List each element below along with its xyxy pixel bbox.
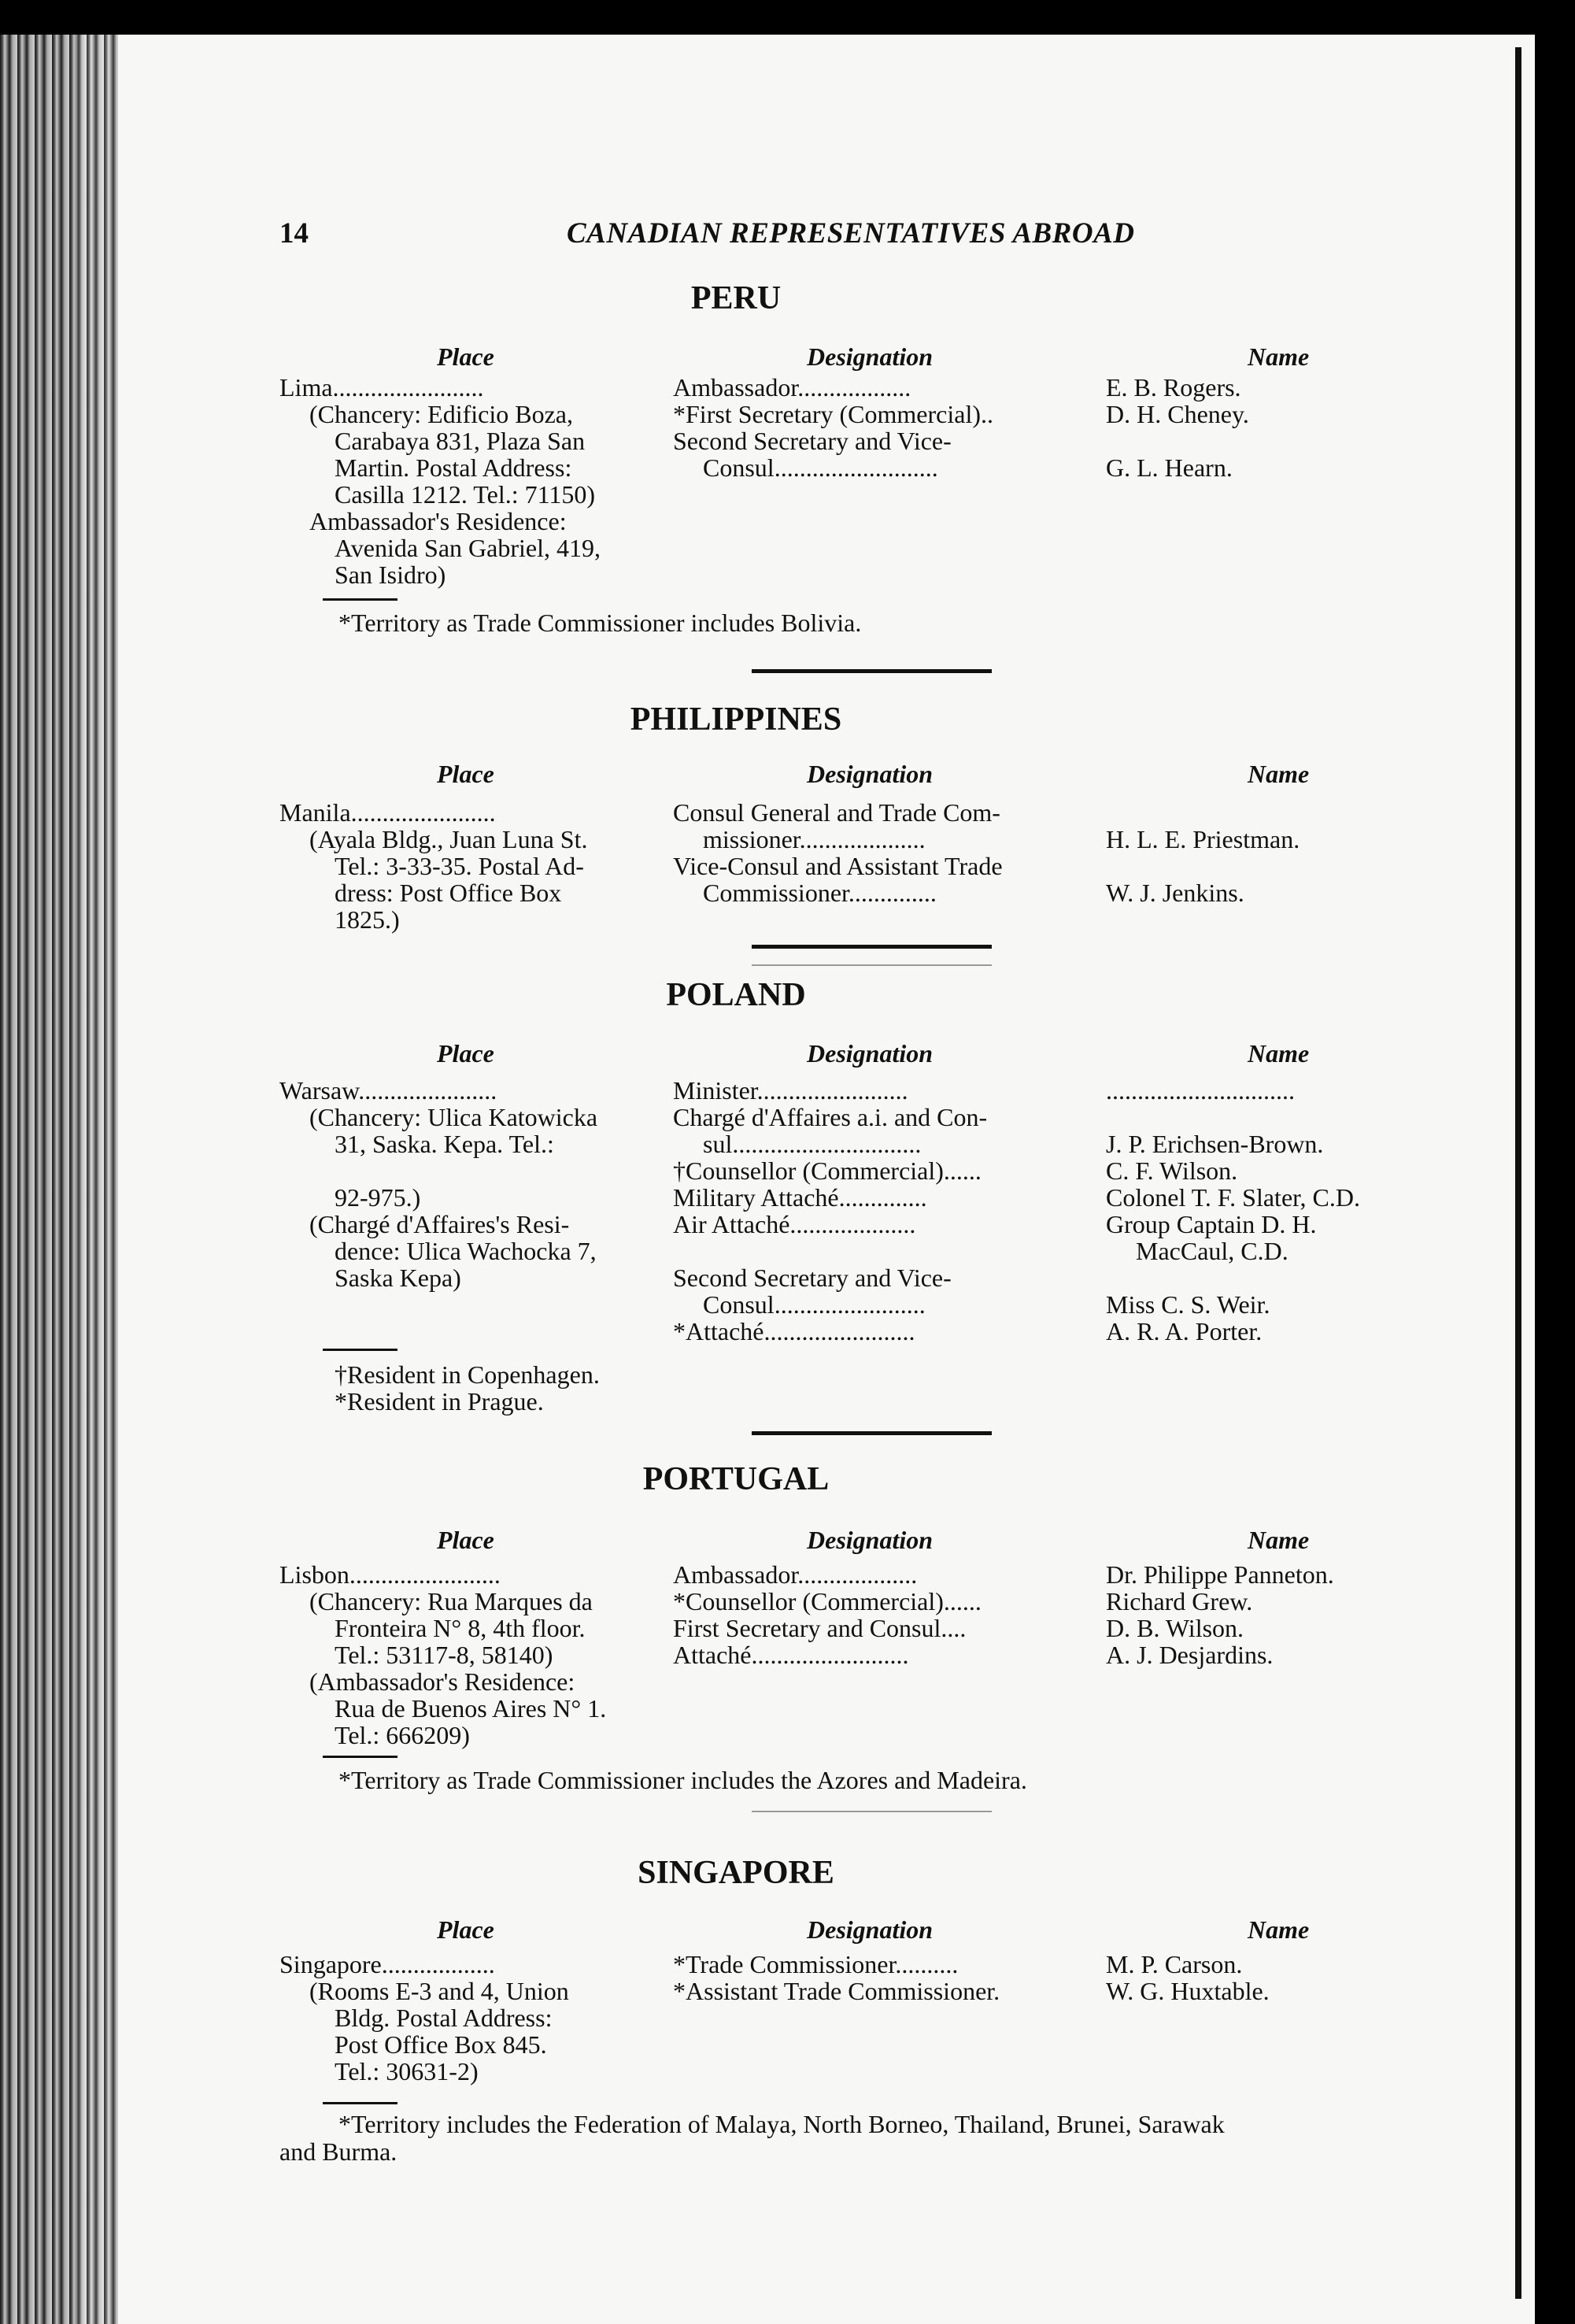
running-title: CANADIAN REPRESENTATIVES ABROAD (567, 217, 1135, 250)
name-line (1106, 1264, 1515, 1291)
designation-line: *Assistant Trade Commissioner. (673, 1977, 1000, 2005)
designation-line: Vice-Consul and Assistant Trade (673, 852, 1003, 880)
designation-line: Ambassador................... (673, 1560, 918, 1589)
place-line: Tel.: 3-33-35. Postal Ad- (335, 852, 584, 880)
designation-line: First Secretary and Consul.... (673, 1614, 967, 1642)
designation-column (673, 1077, 1082, 1345)
designation-column (673, 1561, 1082, 1668)
place-line: San Isidro) (335, 561, 446, 589)
name-line (1106, 1104, 1515, 1131)
designation-line: *Attaché........................ (673, 1317, 915, 1345)
place-line: Saska Kepa) (335, 1264, 461, 1292)
designation-line: Consul........................ (703, 1290, 926, 1319)
place-line: Rua de Buenos Aires N° 1. (335, 1694, 607, 1723)
name-line: E. B. Rogers. (1106, 373, 1241, 402)
footnote-rule (323, 2102, 397, 2104)
designation-line: Consul.......................... (703, 453, 938, 482)
designation-line: Second Secretary and Vice- (673, 1264, 952, 1292)
name-column (1106, 1951, 1515, 2004)
designation-line: *Trade Commissioner.......... (673, 1950, 959, 1978)
place-line: Post Office Box 845. (335, 2030, 547, 2059)
name-line: A. J. Desjardins. (1106, 1641, 1274, 1669)
name-line: .............................. (1106, 1076, 1295, 1105)
designation-line: Ambassador.................. (673, 373, 911, 402)
place-line: Avenida San Gabriel, 419, (335, 534, 601, 562)
place-line: (Chargé d'Affaires's Resi- (309, 1210, 570, 1238)
name-line: H. L. E. Priestman. (1106, 825, 1300, 853)
name-line: Dr. Philippe Panneton. (1106, 1560, 1334, 1589)
name-line: J. P. Erichsen-Brown. (1106, 1130, 1324, 1158)
designation-line: Commissioner.............. (703, 879, 937, 907)
name-line: M. P. Carson. (1106, 1950, 1243, 1978)
place-line: dence: Ulica Wachocka 7, (335, 1237, 597, 1265)
designation-line: *Counsellor (Commercial)...... (673, 1587, 982, 1615)
name-column (1106, 1077, 1515, 1345)
designation-column (673, 1951, 1082, 2004)
name-line: Miss C. S. Weir. (1106, 1290, 1270, 1319)
designation-line: Attaché......................... (673, 1641, 909, 1669)
section-divider-faint (752, 964, 992, 966)
country-heading: POLAND (666, 977, 806, 1013)
place-line: Lisbon........................ (279, 1560, 501, 1589)
country-heading: PERU (690, 280, 782, 316)
place-column (279, 1951, 657, 2085)
country-heading: SINGAPORE (638, 1855, 834, 1891)
name-line: Richard Grew. (1106, 1587, 1253, 1615)
book-binding-edge (0, 35, 118, 2324)
footnote: *Territory as Trade Commissioner includes Bolivia. (338, 609, 862, 637)
section-divider (752, 669, 992, 673)
place-line: Fronteira N° 8, 4th floor. (335, 1614, 586, 1642)
page-right-border (1535, 35, 1575, 2324)
column-header-name: Name (1248, 1915, 1310, 1944)
name-column (1106, 799, 1515, 906)
country-heading: PHILIPPINES (630, 701, 842, 738)
designation-line: Consul General and Trade Com- (673, 798, 1000, 827)
column-header-place: Place (437, 760, 494, 788)
place-column (279, 1561, 657, 1749)
place-line: Manila....................... (279, 798, 496, 827)
footnote-rule (323, 1756, 397, 1758)
place-line: Martin. Postal Address: (335, 453, 572, 482)
column-header-name: Name (1248, 1526, 1310, 1554)
place-line: Warsaw...................... (279, 1076, 497, 1105)
name-line (1106, 427, 1515, 454)
name-line: D. H. Cheney. (1106, 400, 1249, 428)
place-line: 92-975.) (335, 1183, 421, 1212)
page-right-rule (1515, 47, 1521, 2299)
designation-line: Second Secretary and Vice- (673, 427, 952, 455)
place-line: 31, Saska. Kepa. Tel.: (335, 1130, 554, 1158)
place-line: Carabaya 831, Plaza San (335, 427, 586, 455)
name-line: Colonel T. F. Slater, C.D. (1106, 1183, 1360, 1212)
name-line: MacCaul, C.D. (1136, 1237, 1288, 1265)
footnote: *Territory as Trade Commissioner includes the Azores and Madeira. (338, 1766, 1027, 1794)
place-line: (Chancery: Ulica Katowicka (309, 1103, 598, 1131)
place-line: Tel.: 666209) (335, 1721, 470, 1749)
column-header-designation: Designation (807, 760, 934, 788)
place-line: Lima........................ (279, 373, 484, 402)
designation-line: *First Secretary (Commercial).. (673, 400, 993, 428)
place-column (279, 374, 657, 588)
name-line (1106, 799, 1515, 826)
name-line: W. J. Jenkins. (1106, 879, 1244, 907)
column-header-designation: Designation (807, 342, 934, 371)
place-line: Tel.: 53117-8, 58140) (335, 1641, 553, 1669)
footnote: and Burma. (279, 2137, 397, 2166)
footnote: *Resident in Prague. (335, 1387, 544, 1415)
place-line: Singapore.................. (279, 1950, 495, 1978)
page-number: 14 (279, 217, 309, 250)
column-header-designation: Designation (807, 1526, 934, 1554)
place-column (279, 799, 657, 933)
name-line: G. L. Hearn. (1106, 453, 1233, 482)
designation-line: Air Attaché.................... (673, 1210, 916, 1238)
designation-column (673, 374, 1082, 481)
column-header-name: Name (1248, 342, 1310, 371)
section-divider-faint (752, 1811, 992, 1812)
place-line: Ambassador's Residence: (309, 507, 567, 535)
country-heading: PORTUGAL (642, 1461, 830, 1497)
designation-line: †Counsellor (Commercial)...... (673, 1156, 982, 1185)
section-divider (752, 945, 992, 949)
place-line: (Ambassador's Residence: (309, 1667, 575, 1696)
column-header-name: Name (1248, 1039, 1310, 1068)
running-head (279, 216, 1192, 264)
name-line: C. F. Wilson. (1106, 1156, 1238, 1185)
footnote-rule (323, 598, 397, 601)
designation-line: sul.............................. (703, 1130, 922, 1158)
column-header-name: Name (1248, 760, 1310, 788)
column-header-place: Place (437, 1526, 494, 1554)
name-line: W. G. Huxtable. (1106, 1977, 1270, 2005)
column-header-designation: Designation (807, 1039, 934, 1068)
column-header-place: Place (437, 342, 494, 371)
footnote: †Resident in Copenhagen. (335, 1360, 600, 1389)
designation-line: Military Attaché.............. (673, 1183, 927, 1212)
name-line: Group Captain D. H. (1106, 1210, 1317, 1238)
name-column (1106, 374, 1515, 481)
footnote-rule (323, 1349, 397, 1351)
column-header-place: Place (437, 1039, 494, 1068)
place-line: (Ayala Bldg., Juan Luna St. (309, 825, 588, 853)
place-line: 1825.) (335, 905, 400, 934)
place-line: Bldg. Postal Address: (335, 2004, 553, 2032)
name-line: D. B. Wilson. (1106, 1614, 1244, 1642)
designation-line: Chargé d'Affaires a.i. and Con- (673, 1103, 988, 1131)
designation-line: Minister........................ (673, 1076, 908, 1105)
place-line: Casilla 1212. Tel.: 71150) (335, 480, 596, 509)
name-column (1106, 1561, 1515, 1668)
designation-column (673, 799, 1082, 906)
designation-line (673, 1238, 1082, 1264)
footnote: *Territory includes the Federation of Malaya, North Borneo, Thailand, Brunei, Sarawak (338, 2110, 1225, 2138)
name-line (1106, 853, 1515, 879)
place-line: (Chancery: Rua Marques da (309, 1587, 593, 1615)
section-divider (752, 1431, 992, 1435)
place-line (279, 1157, 657, 1184)
place-line: dress: Post Office Box (335, 879, 562, 907)
column-header-designation: Designation (807, 1915, 934, 1944)
place-column (279, 1077, 657, 1291)
place-line: (Chancery: Edificio Boza, (309, 400, 573, 428)
column-header-place: Place (437, 1915, 494, 1944)
place-line: Tel.: 30631-2) (335, 2057, 479, 2085)
designation-line: missioner.................... (703, 825, 926, 853)
name-line: A. R. A. Porter. (1106, 1317, 1263, 1345)
place-line: (Rooms E-3 and 4, Union (309, 1977, 569, 2005)
